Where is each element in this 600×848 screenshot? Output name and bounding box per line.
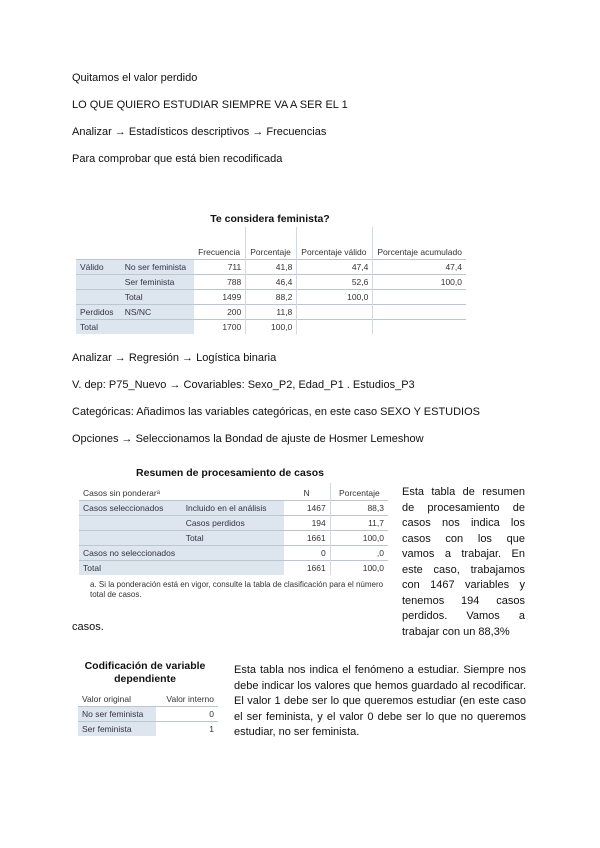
row-group	[79, 531, 182, 546]
table-row	[76, 290, 466, 305]
text-line-9: casos.	[72, 621, 104, 633]
table-row	[76, 305, 466, 320]
table-row	[79, 546, 388, 561]
casos-table	[79, 483, 388, 575]
row-group	[76, 290, 121, 305]
cell: 11,8	[246, 305, 297, 320]
cell: 100,0	[330, 561, 388, 576]
table-row	[79, 531, 388, 546]
text-line-1: Quitamos el valor perdido	[72, 72, 198, 84]
cell: 100,0	[297, 290, 373, 305]
cell	[297, 305, 373, 320]
row-label: Ser feminista	[121, 275, 194, 290]
freq-col-header: Porcentaje válido	[297, 227, 373, 260]
cell: 88,3	[330, 501, 388, 516]
row-label: NS/NC	[121, 305, 194, 320]
cell: 1499	[222, 292, 242, 302]
row-label: No ser feminista	[78, 707, 156, 722]
row-group: Total	[76, 320, 121, 335]
casos-col-header-pct: Porcentaje	[330, 483, 388, 501]
casos-col-header-n: N	[303, 488, 310, 498]
table-row	[76, 320, 466, 335]
cell: 200	[227, 307, 242, 317]
cell: 46,4	[246, 275, 297, 290]
row-group: Total	[79, 561, 284, 576]
row-label: Total	[182, 531, 284, 546]
row-group: Válido	[76, 260, 121, 275]
table-row	[76, 260, 466, 275]
text-line-8: Opciones → Seleccionamos la Bondad de ajuste de Hosmer Lemeshow	[72, 433, 424, 445]
cell: 41,8	[246, 260, 297, 275]
codif-table	[78, 690, 218, 736]
table-row	[76, 275, 466, 290]
cell: 47,4	[373, 260, 466, 275]
casos-table-title: Resumen de procesamiento de casos	[136, 467, 324, 479]
cell: 0	[209, 709, 214, 719]
freq-table	[76, 227, 466, 334]
casos-explanation: Esta tabla de resumen de procesamiento de casos nos indica los casos con los que vamos a trabajar. En este caso, trabajamos con 1467 variables y tenemos 194 casos perdidos. Vamos a trabajar con un 88,3%	[402, 486, 525, 638]
cell	[373, 320, 466, 335]
cell: 788	[227, 277, 242, 287]
codif-table-title: Codificación de variable dependiente	[84, 660, 206, 685]
row-label: No ser feminista	[121, 260, 194, 275]
table-row	[78, 722, 218, 737]
cell	[373, 290, 466, 305]
cell: 100,0	[330, 531, 388, 546]
codif-col-header: Valor interno	[166, 694, 214, 704]
text-line-3: Analizar → Estadísticos descriptivos → Frecuencias	[72, 126, 327, 138]
row-group	[79, 516, 182, 531]
cell: 711	[227, 262, 242, 272]
text-line-6: V. dep: P75_Nuevo → Covariables: Sexo_P2, Edad_P1 . Estudios_P3	[72, 379, 415, 391]
cell: 100,0	[373, 275, 466, 290]
text-line-5: Analizar → Regresión → Logística binaria	[72, 352, 277, 364]
row-label: Ser feminista	[78, 722, 156, 737]
row-group: Casos seleccionados	[79, 501, 182, 516]
table-row	[78, 707, 218, 722]
cell: 100,0	[246, 320, 297, 335]
freq-col-header: Porcentaje	[246, 227, 297, 260]
cell	[297, 320, 373, 335]
row-label: Total	[121, 290, 194, 305]
row-group	[76, 275, 121, 290]
cell: 88,2	[246, 290, 297, 305]
freq-col-header: Frecuencia	[198, 247, 241, 257]
codif-explanation: Esta tabla nos indica el fenómeno a estudiar. Siempre nos debe indicar los valores que hemos guardado al recodificar. El valor 1 debe ser lo que queremos estudiar (en este caso el ser feminista, y el valor 0 debe ser lo que no queremos estudiar, no ser feminista.	[234, 664, 526, 738]
row-label: Casos perdidos	[182, 516, 284, 531]
cell: 1467	[306, 503, 326, 513]
codif-col-header: Valor original	[82, 694, 131, 704]
freq-table-title: Te considera feminista?	[210, 213, 330, 225]
cell: 1661	[306, 563, 326, 573]
cell: 52,6	[297, 275, 373, 290]
cell	[373, 305, 466, 320]
table-row	[79, 516, 388, 531]
cell: 11,7	[330, 516, 388, 531]
cell: ,0	[330, 546, 388, 561]
cell: 47,4	[297, 260, 373, 275]
row-label	[121, 320, 194, 335]
text-line-4: Para comprobar que está bien recodificada	[72, 153, 283, 165]
table-row	[79, 501, 388, 516]
casos-row-header: Casos sin ponderarᵃ	[83, 488, 160, 498]
row-label: Incluido en el análisis	[182, 501, 284, 516]
cell: 1	[209, 724, 214, 734]
casos-footnote: a. Si la ponderación está en vigor, consulte la tabla de clasificación para el número total de casos.	[90, 580, 384, 599]
row-group: Casos no seleccionados	[79, 546, 284, 561]
cell: 0	[321, 548, 326, 558]
text-line-2: LO QUE QUIERO ESTUDIAR SIEMPRE VA A SER EL 1	[72, 99, 348, 111]
cell: 1700	[222, 322, 242, 332]
cell: 1661	[306, 533, 326, 543]
row-group: Perdidos	[76, 305, 121, 320]
text-line-7: Categóricas: Añadimos las variables categóricas, en este caso SEXO Y ESTUDIOS	[72, 406, 481, 418]
table-row	[79, 561, 388, 576]
freq-col-header: Porcentaje acumulado	[373, 227, 466, 260]
cell: 194	[311, 518, 326, 528]
